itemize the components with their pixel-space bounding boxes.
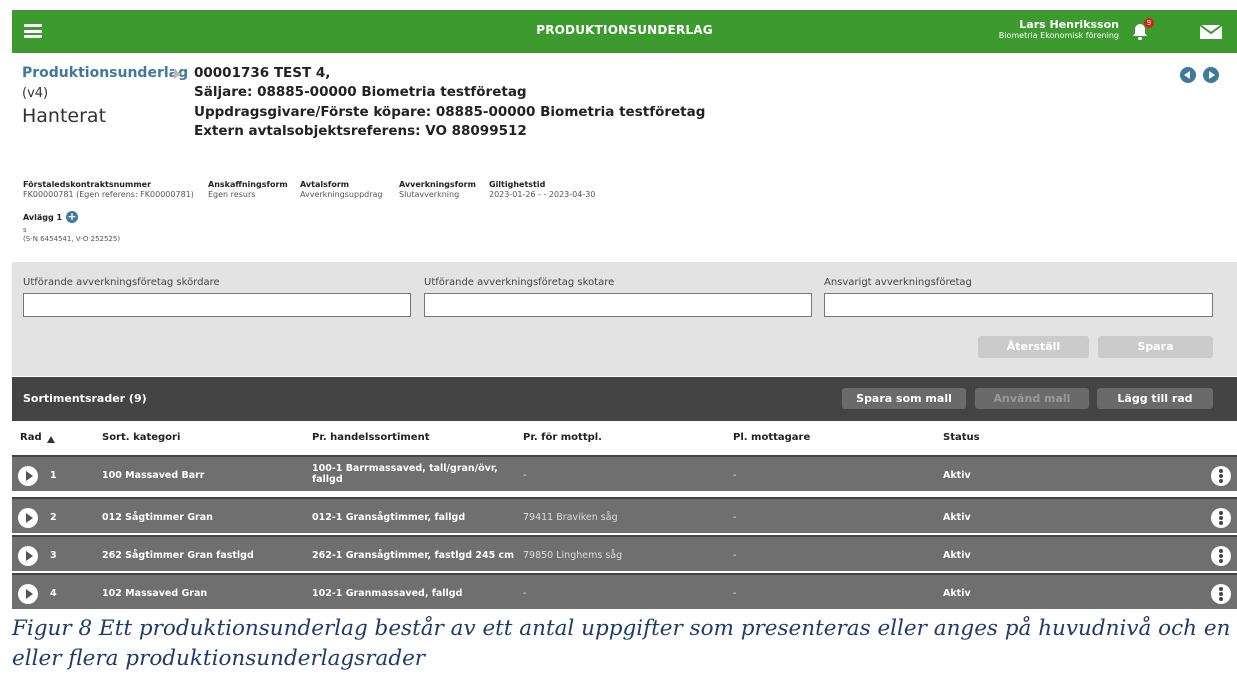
row-status: Aktiv bbox=[943, 550, 971, 561]
meta-value: Slutavverkning bbox=[399, 190, 460, 199]
more-options-icon[interactable] bbox=[1211, 584, 1231, 604]
breadcrumb-arrow-icon bbox=[174, 69, 181, 79]
user-org: Biometria Ekonomisk förening bbox=[998, 31, 1119, 40]
meta-label: Giltighetstid bbox=[489, 180, 546, 189]
previous-icon[interactable] bbox=[1180, 67, 1196, 83]
summary-header bbox=[12, 53, 1237, 177]
col-header-status[interactable]: Status bbox=[943, 432, 980, 443]
app-title: PRODUKTIONSUNDERLAG bbox=[536, 23, 713, 37]
more-options-icon[interactable] bbox=[1211, 466, 1231, 486]
status-label: Hanterat bbox=[22, 105, 107, 127]
row-prod-site: 79411 Braviken såg bbox=[523, 512, 618, 523]
col-header-category[interactable]: Sort. kategori bbox=[102, 432, 181, 443]
sort-ascending-icon[interactable] bbox=[47, 436, 55, 443]
summary-buyer: Uppdragsgivare/Förste köpare: 08885-00000 Biometria testföretag bbox=[194, 104, 706, 120]
save-as-template-button[interactable]: Spara som mall bbox=[842, 388, 966, 409]
user-name: Lars Henriksson bbox=[1019, 18, 1119, 31]
row-prod-site: - bbox=[523, 588, 527, 599]
row-category: 262 Sågtimmer Gran fastlgd bbox=[102, 550, 254, 561]
meta-value: 2023-01-26 - - 2023-04-30 bbox=[489, 190, 596, 199]
col-header-product[interactable]: Pr. handelssortiment bbox=[312, 432, 430, 443]
row-prod-site: 79850 Linghems såg bbox=[523, 550, 623, 561]
field-label: Utförande avverkningsföretag skotare bbox=[424, 277, 615, 288]
row-product: 262-1 Gransågtimmer, fastlgd 245 cm bbox=[312, 550, 515, 561]
row-product: 100-1 Barrmassaved, tall/gran/övr, fallgd bbox=[312, 463, 498, 485]
col-header-prod-site[interactable]: Pr. för mottpl. bbox=[523, 432, 602, 443]
row-number: 2 bbox=[50, 512, 57, 523]
row-number: 4 bbox=[50, 588, 57, 599]
table-row[interactable] bbox=[12, 455, 1237, 491]
play-icon[interactable] bbox=[18, 466, 38, 486]
row-receiver: - bbox=[733, 550, 737, 561]
next-icon[interactable] bbox=[1203, 67, 1219, 83]
summary-seller: Säljare: 08885-00000 Biometria testföretag bbox=[194, 84, 527, 100]
meta-label: Avtalsform bbox=[300, 180, 350, 189]
use-template-button[interactable]: Använd mall bbox=[975, 388, 1089, 409]
meta-contract bbox=[23, 180, 194, 200]
meta-agreement bbox=[300, 180, 383, 200]
row-category: 102 Massaved Gran bbox=[102, 588, 208, 599]
meta-label: Avverkningsform bbox=[399, 180, 476, 189]
field-label: Ansvarigt avverkningsföretag bbox=[824, 277, 972, 288]
field-label: Utförande avverkningsföretag skördare bbox=[23, 277, 220, 288]
rows-toolbar bbox=[12, 377, 1237, 421]
harvester-company-input[interactable] bbox=[23, 293, 411, 317]
row-number: 3 bbox=[50, 550, 57, 561]
user-info[interactable] bbox=[999, 18, 1119, 40]
more-options-icon[interactable] bbox=[1211, 508, 1231, 528]
row-category: 100 Massaved Barr bbox=[102, 470, 205, 481]
add-row-button[interactable]: Lägg till rad bbox=[1097, 388, 1213, 409]
reset-button[interactable]: Återställ bbox=[978, 336, 1089, 358]
forwarder-company-input[interactable] bbox=[424, 293, 812, 317]
row-category: 012 Sågtimmer Gran bbox=[102, 512, 213, 523]
meta-validity bbox=[489, 180, 595, 200]
responsible-company-input[interactable] bbox=[824, 293, 1213, 317]
play-icon[interactable] bbox=[18, 546, 38, 566]
table-row[interactable] bbox=[12, 573, 1237, 609]
meta-label: Förstaledskontraktsnummer bbox=[23, 180, 152, 189]
notification-badge: 9 bbox=[1144, 18, 1154, 28]
more-options-icon[interactable] bbox=[1211, 546, 1231, 566]
meta-value: FK00000781 (Egen referens: FK00000781) bbox=[23, 190, 194, 199]
mail-icon[interactable] bbox=[1199, 24, 1223, 40]
top-bar bbox=[12, 10, 1237, 53]
play-icon[interactable] bbox=[18, 584, 38, 604]
row-prod-site: - bbox=[523, 470, 527, 481]
avlagg-line-1: s bbox=[23, 226, 27, 234]
avlagg-details bbox=[23, 226, 120, 244]
row-product: 102-1 Granmassaved, fallgd bbox=[312, 588, 463, 599]
meta-value: Avverkningsuppdrag bbox=[300, 190, 383, 199]
avlagg-line-2: (S-N 6454541, V-O 252525) bbox=[23, 235, 121, 243]
col-header-receiver[interactable]: Pl. mottagare bbox=[733, 432, 811, 443]
table-row[interactable] bbox=[12, 535, 1237, 571]
row-receiver: - bbox=[733, 588, 737, 599]
meta-label: Anskaffningsform bbox=[208, 180, 288, 189]
row-product: 012-1 Gransågtimmer, fallgd bbox=[312, 512, 466, 523]
summary-line-1: 00001736 TEST 4, bbox=[194, 65, 331, 81]
meta-acquisition bbox=[208, 180, 288, 200]
figure-caption: Figur 8 Ett produktionsunderlag består av ett antal uppgifter som presenteras eller anges på huvudnivå och en eller flera produktionsunderlagsrader bbox=[12, 616, 1231, 671]
meta-felling bbox=[399, 180, 476, 200]
col-header-rad[interactable]: Rad bbox=[20, 432, 42, 443]
avlagg-label: Avlägg 1 bbox=[23, 213, 63, 222]
row-receiver: - bbox=[733, 470, 737, 481]
row-number: 1 bbox=[50, 470, 57, 481]
rows-title: Sortimentsrader (9) bbox=[23, 392, 147, 405]
table-row[interactable] bbox=[12, 497, 1237, 533]
row-status: Aktiv bbox=[943, 512, 971, 523]
row-status: Aktiv bbox=[943, 470, 971, 481]
row-receiver: - bbox=[733, 512, 737, 523]
version-label: (v4) bbox=[22, 86, 49, 101]
row-status: Aktiv bbox=[943, 588, 971, 599]
summary-extern-ref: Extern avtalsobjektsreferens: VO 88099512 bbox=[194, 123, 527, 139]
save-button[interactable]: Spara bbox=[1098, 336, 1213, 358]
company-form bbox=[12, 262, 1237, 376]
meta-value: Egen resurs bbox=[208, 190, 256, 199]
add-avlagg-icon[interactable]: + bbox=[67, 210, 77, 223]
play-icon[interactable] bbox=[18, 508, 38, 528]
breadcrumb[interactable]: Produktionsunderlag bbox=[22, 65, 189, 81]
